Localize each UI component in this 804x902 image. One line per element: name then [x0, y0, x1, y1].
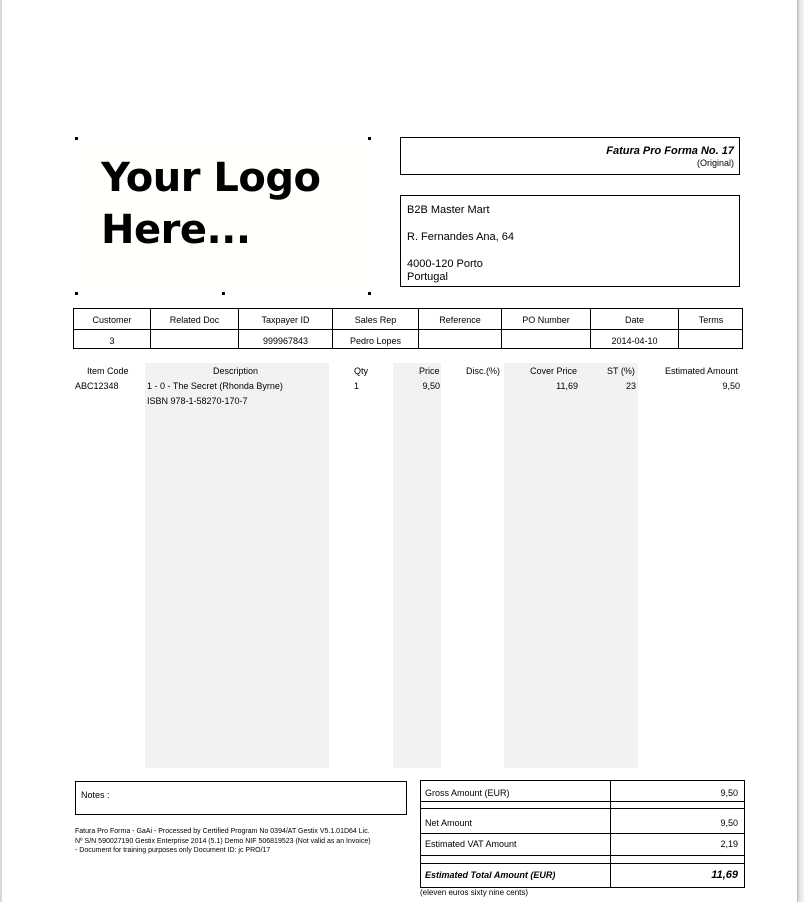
header-po-number: PO Number — [522, 315, 570, 325]
selection-handle[interactable] — [368, 137, 371, 140]
page-edge-left — [0, 0, 2, 902]
header-reference: Reference — [439, 315, 481, 325]
total-amount-label: Estimated Total Amount (EUR) — [425, 870, 556, 880]
document-header-table — [73, 308, 743, 349]
value-taxpayer-id: 999967843 — [262, 336, 309, 346]
row-divider — [74, 329, 742, 330]
item-price: 9,50 — [422, 381, 440, 391]
selection-handle[interactable] — [75, 292, 78, 295]
totals-box — [420, 780, 745, 888]
net-amount-label: Net Amount — [425, 818, 473, 828]
items-header-discount: Disc.(%) — [466, 366, 500, 376]
notes-box — [75, 781, 407, 815]
customer-address-box — [400, 195, 740, 287]
items-header-qty: Qty — [354, 366, 369, 376]
document-subtitle: (Original) — [696, 158, 734, 168]
price-column-shade — [393, 363, 441, 768]
item-st: 23 — [625, 381, 636, 391]
value-date: 2014-04-10 — [611, 336, 658, 346]
header-date: Date — [624, 315, 644, 325]
totals-divider — [421, 855, 744, 856]
item-description: 1 - 0 - The Secret (Rhonda Byrne) — [147, 381, 283, 391]
page-edge-right — [797, 0, 804, 902]
selection-handle[interactable] — [75, 137, 78, 140]
document-title: Fatura Pro Forma No. 17 — [606, 145, 734, 157]
totals-divider — [421, 808, 744, 809]
customer-name: B2B Master Mart — [407, 204, 490, 216]
header-terms: Terms — [698, 315, 724, 325]
logo-placeholder[interactable] — [76, 138, 370, 294]
total-amount-value: 11,69 — [711, 869, 738, 881]
items-header-st: ST (%) — [607, 366, 635, 376]
item-qty: 1 — [354, 381, 360, 391]
items-header-description: Description — [213, 366, 259, 376]
certification-footer: Fatura Pro Forma - GaAi - Processed by Certified Program No 0394/AT Gestix V5.1.01D64 Lic. Nº S/N 590027190 Gestix Enterprise 2014 (5.1) Demo NIF 506819523 (Not valid as an Invoice) - Document for training purposes only Document ID: jc PRO/17 — [75, 828, 371, 854]
item-estimated-amount: 9,50 — [722, 381, 740, 391]
items-header-estimated-amount: Estimated Amount — [665, 366, 739, 376]
selection-handle[interactable] — [222, 292, 225, 295]
gross-amount-label: Gross Amount (EUR) — [425, 788, 510, 798]
header-taxpayer-id: Taxpayer ID — [261, 315, 310, 325]
vat-amount-value: 2,19 — [720, 839, 738, 849]
item-description-isbn: ISBN 978-1-58270-170-7 — [147, 396, 248, 406]
totals-divider — [421, 801, 744, 802]
totals-divider — [421, 863, 744, 864]
customer-country: Portugal — [407, 271, 448, 283]
header-sales-rep: Sales Rep — [354, 315, 397, 325]
totals-divider — [421, 833, 744, 834]
value-customer: 3 — [109, 336, 115, 346]
gross-amount-value: 9,50 — [720, 788, 738, 798]
totals-col-divider — [610, 781, 611, 888]
item-cover-price: 11,69 — [556, 381, 578, 391]
header-related-doc: Related Doc — [169, 315, 220, 325]
notes-label: Notes : — [81, 790, 110, 800]
value-sales-rep: Pedro Lopes — [349, 336, 402, 346]
cover-st-column-shade — [504, 363, 638, 768]
items-header-item-code: Item Code — [87, 366, 129, 376]
item-code: ABC12348 — [75, 381, 119, 391]
amount-in-words: (eleven euros sixty nine cents) — [420, 888, 529, 897]
description-column-shade — [145, 363, 329, 768]
items-header-price: Price — [419, 366, 440, 376]
vat-amount-label: Estimated VAT Amount — [425, 839, 517, 849]
items-header-cover-price: Cover Price — [530, 366, 578, 376]
selection-handle[interactable] — [368, 292, 371, 295]
customer-postal-city: 4000-120 Porto — [407, 258, 483, 270]
document-title-box — [400, 137, 740, 175]
customer-street: R. Fernandes Ana, 64 — [407, 231, 515, 243]
logo-text: Your Logo Here... — [101, 155, 321, 253]
header-customer: Customer — [92, 315, 132, 325]
net-amount-value: 9,50 — [720, 818, 738, 828]
